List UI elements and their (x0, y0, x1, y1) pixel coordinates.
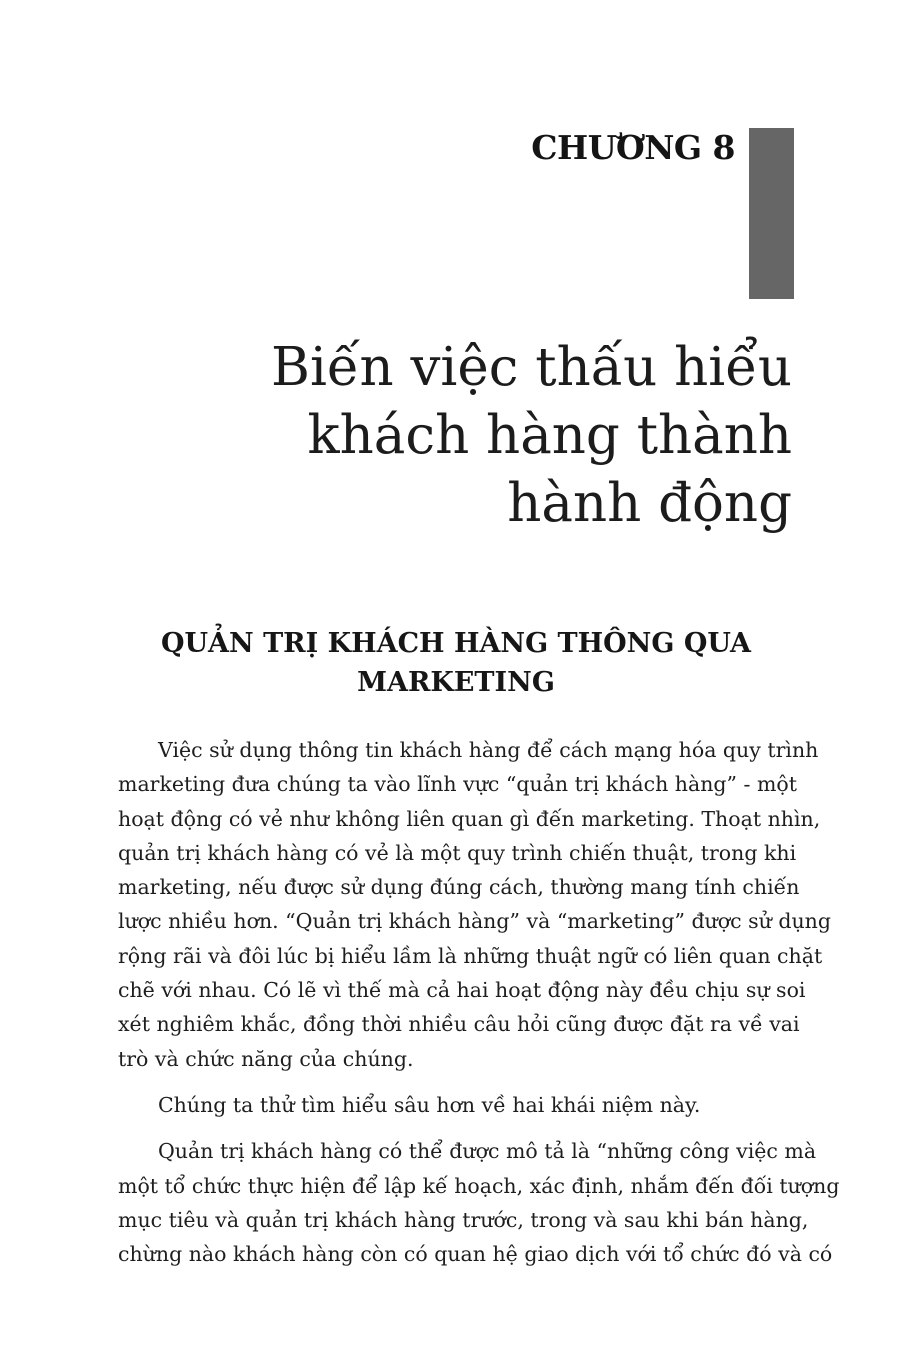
paragraph-line: quản trị khách hàng có vẻ là một quy trình chiến thuật, trong khi (118, 840, 797, 865)
paragraph-line: lược nhiều hơn. “Quản trị khách hàng” và “marketing” được sử dụng (118, 909, 831, 934)
paragraph-line: mục tiêu và quản trị khách hàng trước, trong và sau khi bán hàng, (118, 1207, 809, 1232)
paragraph-line: rộng rãi và đôi lúc bị hiểu lầm là những thuật ngữ có liên quan chặt (118, 943, 823, 968)
chapter-label: CHƯƠNG 8 (531, 128, 735, 167)
paragraph-line: xét nghiêm khắc, đồng thời nhiều câu hỏi cũng được đặt ra về vai (118, 1012, 800, 1037)
chapter-title-line: khách hàng thành (307, 405, 792, 466)
paragraph-line: marketing, nếu được sử dụng đúng cách, thường mang tính chiến (118, 875, 800, 900)
chapter-title (172, 334, 792, 538)
paragraph-line: Quản trị khách hàng có thể được mô tả là “những công việc mà (158, 1139, 817, 1164)
paragraph-line: Việc sử dụng thông tin khách hàng để cách mạng hóa quy trình (158, 738, 819, 762)
section-heading-line: QUẢN TRỊ KHÁCH HÀNG THÔNG QUA (160, 628, 752, 659)
body-text (118, 733, 840, 1283)
paragraph-line: trò và chức năng của chúng. (118, 1046, 414, 1071)
paragraph-line: chẽ với nhau. Có lẽ vì thế mà cả hai hoạt động này đều chịu sự soi (118, 978, 806, 1003)
paragraph-line: hoạt động có vẻ như không liên quan gì đến marketing. Thoạt nhìn, (118, 806, 821, 831)
section-heading (118, 624, 794, 702)
chapter-title-line: Biến việc thấu hiểu (271, 337, 792, 398)
paragraph (118, 1088, 794, 1122)
section-heading-line: MARKETING (357, 667, 555, 698)
paragraph-line: một tổ chức thực hiện để lập kế hoạch, xác định, nhắm đến đối tượng (118, 1173, 840, 1198)
chapter-title-line: hành động (507, 473, 792, 534)
paragraph-line: marketing đưa chúng ta vào lĩnh vực “quản trị khách hàng” - một (118, 772, 798, 797)
paragraph-line: chừng nào khách hàng còn có quan hệ giao dịch với tổ chức đó và có (118, 1242, 833, 1267)
paragraph (118, 1134, 840, 1271)
chapter-bar (749, 128, 794, 299)
paragraph-line: Chúng ta thử tìm hiểu sâu hơn về hai khái niệm này. (158, 1092, 701, 1117)
paragraph (118, 733, 831, 1076)
